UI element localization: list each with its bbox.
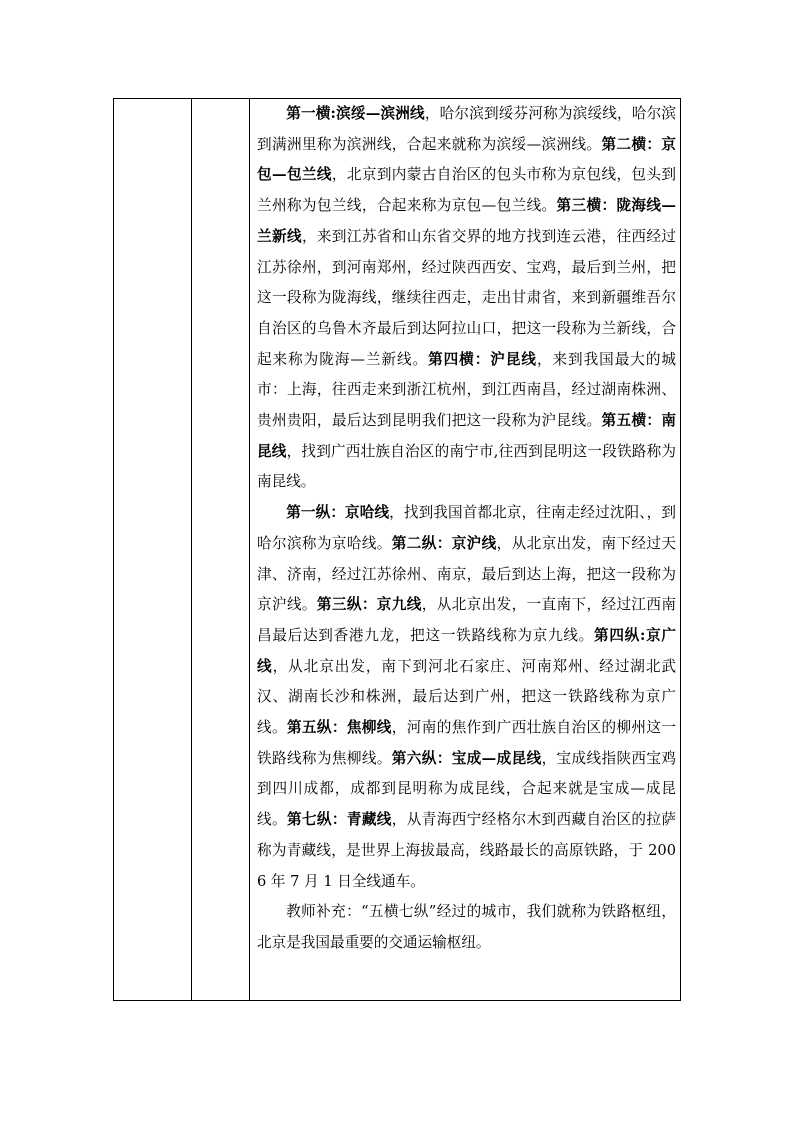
railway-line-heading: 第四纵:京广线 [257,626,676,675]
railway-line-heading: 第一纵：京哈线 [286,504,390,522]
railway-line-heading: 第三横：陇海线—兰新线 [257,197,676,245]
paragraph-text: ，宝成线指陕西宝鸡到四川成都，成都到昆明称为成昆线，合起来就是宝成—成昆线。 [257,749,676,829]
railway-line-heading: 第五横：南昆线 [257,412,676,460]
paragraph-text: ，从青海西宁经格尔木到西藏自治区的拉萨称为青藏线，是世界上海拔最高，线路最长的高原铁路，于 2006 年 7 月 1 日全线通车。 [257,811,676,890]
table-cell-empty-middle [192,99,250,1000]
paragraph-text: ，哈尔滨到绥芬河称为滨绥线，哈尔滨到满洲里称为滨洲线，合起来就称为滨绥—滨洲线。 [257,105,676,153]
railway-line-heading: 第四横：沪昆线 [428,350,537,368]
paragraph-text: ，找到我国首都北京，往南走经过沈阳、，到哈尔滨称为京哈线。 [257,504,676,552]
table-cell-content [250,99,680,1000]
paragraph-text: ，来到江苏省和山东省交界的地方找到连云港，往西经过江苏徐州，到河南郑州，经过陕西西安、宝鸡，最后到兰州，把这一段称为陇海线，继续往西走，走出甘肃省，来到新疆维吾尔自治区的乌鲁木齐最后到达阿拉山口，把这一段称为兰新线，合起来称为陇海—兰新线。 [257,227,676,368]
railway-line-heading: 第五纵：焦柳线 [286,719,392,737]
paragraph-text: ，北京到内蒙古自治区的包头市称为京包线，包头到兰州称为包兰线，合起来称为京包—包兰线。 [257,166,676,215]
railway-line-heading: 第六纵：宝成—成昆线 [391,749,542,767]
paragraph-text: ，找到广西壮族自治区的南宁市,往西到昆明这一段铁路称为南昆线。 [257,442,676,491]
paragraph-text: 教师补充：“五横七纵”经过的城市，我们就称为铁路枢纽，北京是我国最重要的交通运输枢纽。 [257,903,676,951]
railway-line-heading: 第七纵：青藏线 [286,811,392,829]
table-cell-empty-left [114,99,192,1000]
railway-line-heading: 第二纵：京沪线 [391,534,497,552]
paragraph [257,498,676,897]
paragraph [257,99,676,498]
paragraph-container [257,99,676,959]
railway-line-heading: 第二横：京包—包兰线 [257,135,676,184]
paragraph-text: ，河南的焦作到广西壮族自治区的柳州这一铁路线称为焦柳线。 [257,719,676,767]
paragraph-text: ，来到我国最大的城市：上海，往西走来到浙江杭州，到江西南昌，经过湖南株洲、贵州贵阳，最后达到昆明我们把这一段称为沪昆线。 [257,350,676,430]
paragraph-text: ，从北京出发，南下到河北石家庄、河南郑州、经过湖北武汉、湖南长沙和株洲，最后达到广州，把这一铁路线称为京广线。 [257,657,676,737]
lesson-table [113,98,681,1001]
railway-line-heading: 第三纵：京九线 [316,596,422,614]
paragraph-text: ，从北京出发，南下经过天津、济南，经过江苏徐州、南京，最后到达上海，把这一段称为京沪线。 [257,534,676,614]
railway-line-heading: 第一横:滨绥—滨洲线 [286,105,425,122]
paragraph [257,897,676,958]
paragraph-text: ，从北京出发，一直南下，经过江西南昌最后达到香港九龙，把这一铁路线称为京九线。 [257,596,676,644]
